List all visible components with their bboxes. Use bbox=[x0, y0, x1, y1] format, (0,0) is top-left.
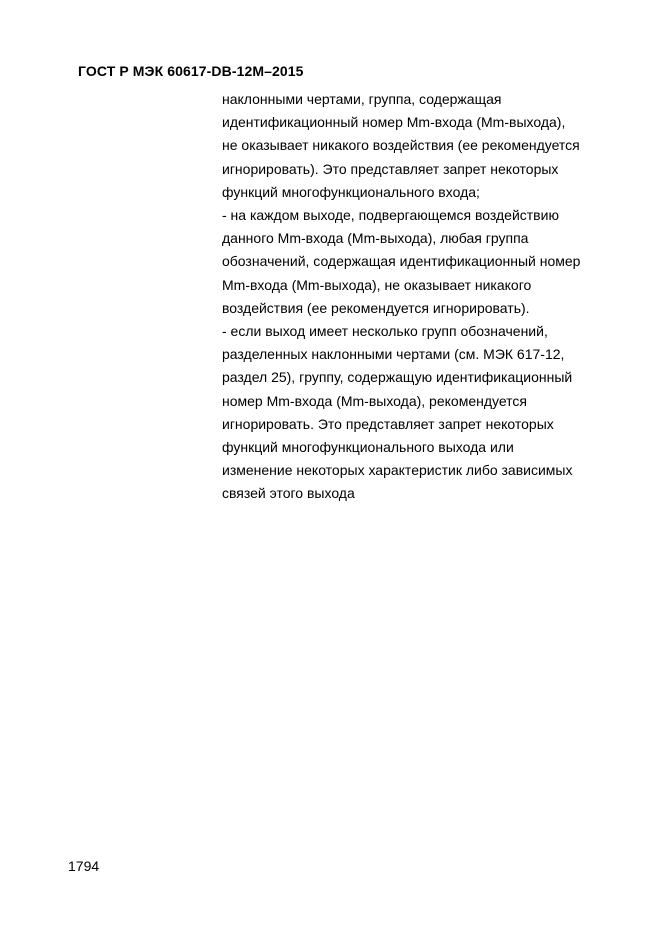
text-line: функций многофункционального выхода или bbox=[222, 439, 514, 456]
text-line: игнорировать. Это представляет запрет некоторых bbox=[222, 415, 554, 432]
text-line: функций многофункционального входа; bbox=[222, 183, 480, 200]
text-line: идентификационный номер Mm-входа (Mm-выхода), bbox=[222, 114, 566, 131]
document-body-text bbox=[222, 88, 612, 506]
document-header-title: ГОСТ Р МЭК 60617-DB-12M–2015 bbox=[78, 63, 304, 79]
text-line: изменение некоторых характеристик либо зависимых bbox=[222, 462, 573, 479]
text-line: воздействия (ее рекомендуется игнорировать). bbox=[222, 299, 530, 316]
text-line: игнорировать). Это представляет запрет некоторых bbox=[222, 160, 559, 177]
page-number: 1794 bbox=[68, 858, 100, 874]
text-line: - если выход имеет несколько групп обозначений, bbox=[222, 323, 548, 340]
text-line: Mm-входа (Mm-выхода), не оказывает никакого bbox=[222, 276, 532, 293]
text-line: обозначений, содержащая идентификационный номер bbox=[222, 253, 581, 270]
text-line: связей этого выхода bbox=[222, 485, 355, 502]
text-line: не оказывает никакого воздействия (ее рекомендуется bbox=[222, 137, 580, 154]
text-line: раздел 25), группу, содержащую идентификационный bbox=[222, 369, 573, 386]
text-line: - на каждом выходе, подвергающемся воздействию bbox=[222, 207, 559, 224]
text-line: наклонными чертами, группа, содержащая bbox=[222, 91, 502, 107]
text-line: данного Mm-входа (Mm-выхода), любая группа bbox=[222, 230, 529, 247]
text-line: разделенных наклонными чертами (см. МЭК 617-12, bbox=[222, 346, 565, 363]
text-line: номер Mm-входа (Mm-выхода), рекомендуется bbox=[222, 392, 528, 409]
